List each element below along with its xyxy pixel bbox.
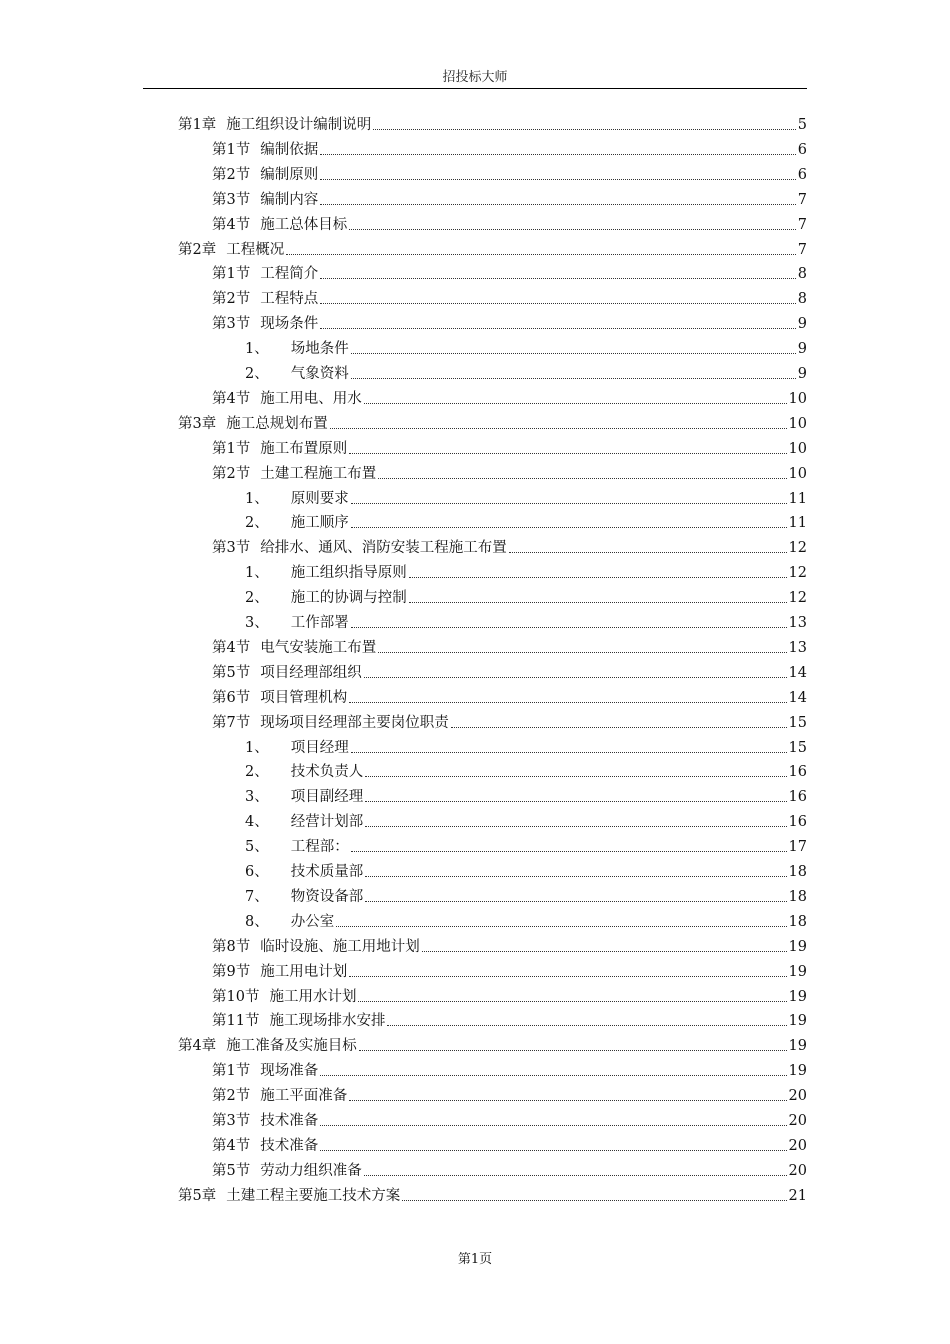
toc-dot-leader — [378, 652, 786, 653]
toc-entry-title: 办公室 — [290, 913, 335, 930]
toc-entry[interactable] — [245, 738, 807, 758]
toc-entry-label — [245, 887, 363, 907]
toc-entry-number: 第4节 — [212, 639, 251, 656]
toc-entry-page-number: 19 — [788, 1013, 807, 1030]
toc-entry-title: 编制内容 — [260, 191, 319, 208]
toc-entry[interactable] — [245, 887, 807, 907]
toc-entry-number: 第2节 — [212, 166, 251, 183]
toc-entry-label — [245, 339, 349, 359]
toc-entry-page-number: 9 — [797, 316, 807, 333]
toc-dot-leader — [320, 179, 796, 180]
toc-entry[interactable] — [212, 140, 807, 160]
toc-entry-page-number: 8 — [797, 266, 807, 283]
toc-entry[interactable] — [212, 688, 807, 708]
toc-dot-leader — [422, 951, 787, 952]
toc-entry-number: 第3节 — [212, 316, 251, 333]
toc-entry-number: 4、 — [245, 814, 269, 831]
toc-entry-title: 技术质量部 — [290, 864, 364, 880]
toc-dot-leader — [330, 428, 787, 429]
toc-entry[interactable] — [212, 215, 807, 235]
toc-dot-leader — [351, 627, 787, 628]
toc-entry[interactable] — [245, 862, 807, 882]
toc-entry[interactable] — [212, 713, 807, 733]
toc-dot-leader — [402, 1200, 786, 1201]
toc-dot-leader — [365, 876, 786, 877]
toc-entry-number: 第3章 — [178, 415, 217, 432]
toc-entry[interactable] — [212, 1161, 807, 1181]
toc-entry-title: 场地条件 — [290, 341, 349, 358]
toc-entry-page-number: 14 — [788, 689, 807, 706]
toc-entry-number: 第4节 — [212, 1137, 251, 1154]
toc-entry-label — [212, 165, 318, 185]
toc-entry-number: 8、 — [245, 913, 269, 930]
toc-entry-title: 施工用电、用水 — [260, 390, 362, 407]
toc-entry[interactable] — [178, 1186, 807, 1206]
toc-entry-title: 编制依据 — [260, 141, 319, 158]
toc-entry-page-number: 7 — [797, 191, 807, 208]
toc-entry[interactable] — [212, 663, 807, 683]
toc-entry-label — [212, 140, 318, 160]
toc-entry-title: 施工组织设计编制说明 — [226, 117, 372, 133]
toc-entry-page-number: 16 — [788, 814, 807, 831]
toc-entry[interactable] — [212, 1111, 807, 1131]
toc-entry-number: 2、 — [245, 764, 269, 781]
toc-dot-leader — [387, 1025, 786, 1026]
toc-entry-label — [245, 489, 349, 509]
toc-entry-title: 施工平面准备 — [260, 1088, 348, 1105]
toc-entry[interactable] — [212, 937, 807, 957]
toc-entry-page-number: 11 — [788, 515, 807, 532]
toc-entry-number: 7、 — [245, 888, 269, 905]
toc-dot-leader — [320, 1125, 786, 1126]
toc-entry-page-number: 5 — [797, 117, 807, 133]
toc-dot-leader — [351, 378, 796, 379]
toc-entry-number: 第10节 — [212, 988, 260, 1005]
toc-entry-page-number: 13 — [788, 615, 807, 631]
toc-entry[interactable] — [245, 787, 807, 807]
toc-entry-number: 第3节 — [212, 540, 251, 557]
toc-dot-leader — [349, 702, 786, 703]
toc-entry-title: 施工用电计划 — [260, 963, 348, 980]
toc-entry-page-number: 8 — [797, 291, 807, 308]
toc-entry-title: 技术准备 — [260, 1137, 319, 1154]
toc-entry-title: 技术准备 — [260, 1113, 319, 1129]
toc-entry-title: 工程部： — [290, 839, 349, 856]
toc-dot-leader — [349, 229, 796, 230]
toc-entry-number: 第5章 — [178, 1187, 217, 1204]
toc-entry[interactable] — [212, 314, 807, 334]
toc-entry-number: 第1节 — [212, 1063, 251, 1080]
toc-entry-title: 施工现场排水安排 — [269, 1013, 386, 1030]
toc-entry-label — [212, 987, 356, 1007]
toc-dot-leader — [320, 204, 796, 205]
toc-entry[interactable] — [245, 513, 807, 533]
toc-entry-title: 现场准备 — [260, 1063, 319, 1080]
toc-entry-title: 项目经理 — [290, 739, 349, 756]
toc-entry-number: 第1章 — [178, 117, 217, 133]
toc-entry-label — [245, 613, 349, 633]
toc-entry-page-number: 13 — [788, 639, 807, 656]
toc-entry[interactable] — [178, 115, 807, 135]
toc-entry-number: 第9节 — [212, 963, 251, 980]
toc-entry-number: 第2章 — [178, 241, 217, 258]
toc-entry-label — [178, 115, 371, 135]
toc-entry-number: 2、 — [245, 515, 269, 532]
toc-dot-leader — [373, 129, 796, 130]
toc-entry-title: 施工布置原则 — [260, 440, 348, 457]
toc-entry-number: 3、 — [245, 615, 269, 631]
toc-entry-label — [212, 264, 318, 284]
toc-entry-label — [245, 364, 349, 384]
toc-dot-leader — [364, 403, 787, 404]
toc-entry-number: 1、 — [245, 739, 269, 756]
toc-entry[interactable] — [212, 1136, 807, 1156]
toc-entry-title: 施工准备及实施目标 — [226, 1038, 357, 1055]
toc-entry-number: 6、 — [245, 864, 269, 880]
toc-entry-number: 3、 — [245, 789, 269, 806]
toc-entry-label — [245, 812, 363, 832]
toc-entry-page-number: 10 — [788, 390, 807, 407]
toc-entry-label — [212, 1061, 318, 1081]
toc-entry-number: 2、 — [245, 366, 269, 382]
toc-entry-page-number: 12 — [788, 565, 807, 582]
toc-entry-label — [212, 1111, 318, 1131]
toc-entry-label — [245, 588, 407, 608]
toc-entry[interactable] — [212, 464, 807, 484]
toc-entry-title: 项目副经理 — [290, 789, 364, 806]
toc-entry-number: 第2节 — [212, 291, 251, 308]
toc-entry[interactable] — [245, 613, 807, 633]
toc-entry-title: 工程特点 — [260, 291, 319, 308]
toc-entry-number: 5、 — [245, 839, 269, 856]
toc-entry[interactable] — [212, 190, 807, 210]
toc-entry-page-number: 15 — [788, 739, 807, 756]
toc-entry-title: 电气安装施工布置 — [260, 639, 377, 656]
toc-entry-label — [245, 563, 407, 583]
toc-entry-label — [178, 1186, 400, 1206]
toc-entry-title: 工作部署 — [290, 615, 349, 631]
toc-entry[interactable] — [178, 240, 807, 260]
toc-entry-label — [212, 713, 449, 733]
toc-entry[interactable] — [212, 962, 807, 982]
toc-entry-label — [212, 663, 362, 683]
toc-entry-label — [178, 1036, 357, 1056]
toc-entry-label — [212, 937, 420, 957]
toc-entry-page-number: 18 — [788, 913, 807, 930]
toc-entry-label — [245, 513, 349, 533]
toc-dot-leader — [365, 826, 786, 827]
toc-entry-page-number: 10 — [788, 465, 807, 482]
toc-entry[interactable] — [212, 538, 807, 558]
toc-entry-number: 1、 — [245, 490, 269, 507]
toc-entry-title: 物资设备部 — [290, 888, 364, 905]
toc-entry-page-number: 12 — [788, 590, 807, 607]
toc-entry-title: 给排水、通风、消防安装工程施工布置 — [260, 540, 507, 557]
toc-entry-label — [212, 464, 376, 484]
toc-entry-page-number: 21 — [788, 1187, 807, 1204]
toc-entry-page-number: 20 — [788, 1088, 807, 1105]
toc-entry-label — [212, 215, 347, 235]
toc-dot-leader — [365, 801, 786, 802]
toc-entry-label — [212, 638, 376, 658]
toc-entry-page-number: 19 — [788, 963, 807, 980]
toc-entry-page-number: 19 — [788, 988, 807, 1005]
toc-entry[interactable] — [178, 414, 807, 434]
toc-entry-page-number: 7 — [797, 241, 807, 258]
toc-entry[interactable] — [212, 389, 807, 409]
toc-dot-leader — [358, 1001, 786, 1002]
toc-entry-label — [212, 962, 347, 982]
toc-dot-leader — [349, 453, 786, 454]
toc-entry-page-number: 12 — [788, 540, 807, 557]
toc-dot-leader — [349, 976, 786, 977]
toc-entry-number: 第4节 — [212, 216, 251, 233]
toc-dot-leader — [320, 1075, 786, 1076]
toc-entry-title: 现场条件 — [260, 316, 319, 333]
toc-entry-number: 第5节 — [212, 1162, 251, 1179]
toc-entry-label — [212, 439, 347, 459]
toc-entry[interactable] — [245, 339, 807, 359]
toc-entry-page-number: 6 — [797, 166, 807, 183]
toc-dot-leader — [320, 303, 796, 304]
toc-entry-page-number: 15 — [788, 714, 807, 731]
page-footer: 第1页 — [457, 1252, 493, 1267]
toc-entry-number: 第8节 — [212, 938, 251, 955]
toc-entry-page-number: 14 — [788, 664, 807, 681]
toc-entry[interactable] — [245, 563, 807, 583]
toc-entry-label — [245, 837, 349, 857]
toc-entry-label — [245, 912, 334, 932]
toc-dot-leader — [409, 577, 787, 578]
toc-entry-number: 第1节 — [212, 266, 251, 283]
toc-entry[interactable] — [245, 489, 807, 509]
toc-dot-leader — [351, 851, 787, 852]
toc-dot-leader — [349, 1100, 786, 1101]
toc-entry-title: 技术负责人 — [290, 764, 364, 781]
toc-entry-number: 1、 — [245, 565, 269, 582]
toc-entry-title: 土建工程施工布置 — [260, 465, 377, 482]
toc-entry[interactable] — [245, 837, 807, 857]
toc-dot-leader — [320, 328, 796, 329]
toc-entry-page-number: 18 — [788, 888, 807, 905]
toc-entry-label — [245, 738, 349, 758]
toc-entry-number: 第4章 — [178, 1038, 217, 1055]
header-title: 招投标大师 — [442, 70, 508, 85]
toc-entry-page-number: 16 — [788, 789, 807, 806]
toc-entry-label — [245, 787, 363, 807]
toc-entry-page-number: 7 — [797, 216, 807, 233]
toc-entry-label — [212, 314, 318, 334]
toc-entry[interactable] — [212, 264, 807, 284]
toc-entry-title: 项目经理部组织 — [260, 664, 362, 681]
toc-entry[interactable] — [245, 364, 807, 384]
toc-entry[interactable] — [212, 165, 807, 185]
toc-entry-title: 施工顺序 — [290, 515, 349, 532]
toc-dot-leader — [320, 154, 796, 155]
toc-entry-number: 第3节 — [212, 1113, 251, 1129]
toc-entry-page-number: 20 — [788, 1162, 807, 1179]
toc-entry-page-number: 16 — [788, 764, 807, 781]
toc-entry-number: 第5节 — [212, 664, 251, 681]
toc-entry-page-number: 19 — [788, 1038, 807, 1055]
toc-entry-label — [212, 538, 507, 558]
toc-entry-title: 原则要求 — [290, 490, 349, 507]
toc-entry-label — [212, 688, 347, 708]
toc-entry[interactable] — [212, 1086, 807, 1106]
toc-entry-label — [212, 190, 318, 210]
toc-dot-leader — [351, 752, 787, 753]
toc-entry-title: 施工总规划布置 — [226, 415, 328, 432]
toc-dot-leader — [320, 1150, 786, 1151]
toc-entry-page-number: 20 — [788, 1113, 807, 1129]
toc-dot-leader — [451, 727, 787, 728]
toc-entry-label — [178, 414, 328, 434]
toc-entry-number: 第2节 — [212, 1088, 251, 1105]
toc-entry-number: 1、 — [245, 341, 269, 358]
toc-entry-title: 施工的协调与控制 — [290, 590, 407, 607]
toc-entry-label — [212, 1086, 347, 1106]
toc-entry-number: 第2节 — [212, 465, 251, 482]
toc-entry-page-number: 10 — [788, 440, 807, 457]
toc-entry-label — [212, 289, 318, 309]
toc-entry-number: 第4节 — [212, 390, 251, 407]
toc-entry[interactable] — [178, 1036, 807, 1056]
toc-entry-label — [212, 1136, 318, 1156]
toc-dot-leader — [378, 478, 786, 479]
toc-entry-title: 土建工程主要施工技术方案 — [226, 1187, 401, 1204]
toc-entry-page-number: 11 — [788, 490, 807, 507]
toc-entry-title: 施工组织指导原则 — [290, 565, 407, 582]
toc-dot-leader — [359, 1050, 787, 1051]
toc-entry-page-number: 17 — [788, 839, 807, 856]
toc-dot-leader — [351, 527, 787, 528]
toc-entry-title: 施工总体目标 — [260, 216, 348, 233]
toc-entry-page-number: 9 — [797, 341, 807, 358]
toc-dot-leader — [365, 901, 786, 902]
toc-entry-number: 第1节 — [212, 440, 251, 457]
toc-entry[interactable] — [245, 812, 807, 832]
toc-entry[interactable] — [212, 987, 807, 1007]
toc-entry[interactable] — [212, 1061, 807, 1081]
toc-entry-title: 施工用水计划 — [269, 988, 357, 1005]
toc-entry-number: 第11节 — [212, 1013, 260, 1030]
toc-entry[interactable] — [212, 289, 807, 309]
toc-entry-number: 第3节 — [212, 191, 251, 208]
toc-entry-label — [212, 1011, 385, 1031]
toc-entry-title: 工程概况 — [226, 241, 285, 258]
toc-dot-leader — [351, 503, 787, 504]
toc-entry-title: 气象资料 — [290, 366, 349, 382]
toc-entry-page-number: 20 — [788, 1137, 807, 1154]
toc-entry-title: 临时设施、施工用地计划 — [260, 938, 420, 955]
toc-entry-page-number: 9 — [797, 366, 807, 382]
toc-entry-page-number: 18 — [788, 864, 807, 880]
toc-entry[interactable] — [245, 912, 807, 932]
toc-entry-title: 编制原则 — [260, 166, 319, 183]
toc-dot-leader — [351, 353, 796, 354]
toc-dot-leader — [364, 1175, 787, 1176]
toc-entry-number: 第1节 — [212, 141, 251, 158]
toc-entry[interactable] — [212, 1011, 807, 1031]
toc-dot-leader — [364, 677, 787, 678]
toc-entry-number: 2、 — [245, 590, 269, 607]
toc-dot-leader — [509, 552, 787, 553]
toc-entry-title: 工程简介 — [260, 266, 319, 283]
toc-dot-leader — [365, 776, 786, 777]
toc-entry[interactable] — [212, 439, 807, 459]
toc-entry-label — [245, 862, 363, 882]
toc-entry-title: 经营计划部 — [290, 814, 364, 831]
toc-entry-page-number: 6 — [797, 141, 807, 158]
toc-entry-number: 第6节 — [212, 689, 251, 706]
toc-entry-title: 项目管理机构 — [260, 689, 348, 706]
toc-entry-number: 第7节 — [212, 714, 251, 731]
toc-entry-page-number: 19 — [788, 938, 807, 955]
toc-dot-leader — [409, 602, 787, 603]
toc-entry-page-number: 19 — [788, 1063, 807, 1080]
toc-entry[interactable] — [245, 588, 807, 608]
toc-entry-title: 现场项目经理部主要岗位职责 — [260, 714, 449, 731]
toc-dot-leader — [336, 926, 786, 927]
toc-entry-label — [245, 762, 363, 782]
toc-entry-label — [212, 389, 362, 409]
toc-entry[interactable] — [212, 638, 807, 658]
toc-dot-leader — [320, 278, 796, 279]
toc-entry-title: 劳动力组织准备 — [260, 1162, 362, 1179]
header-divider — [143, 88, 807, 89]
toc-dot-leader — [286, 254, 796, 255]
toc-entry-label — [178, 240, 284, 260]
toc-entry-label — [212, 1161, 362, 1181]
toc-entry-page-number: 10 — [788, 415, 807, 432]
toc-entry[interactable] — [245, 762, 807, 782]
